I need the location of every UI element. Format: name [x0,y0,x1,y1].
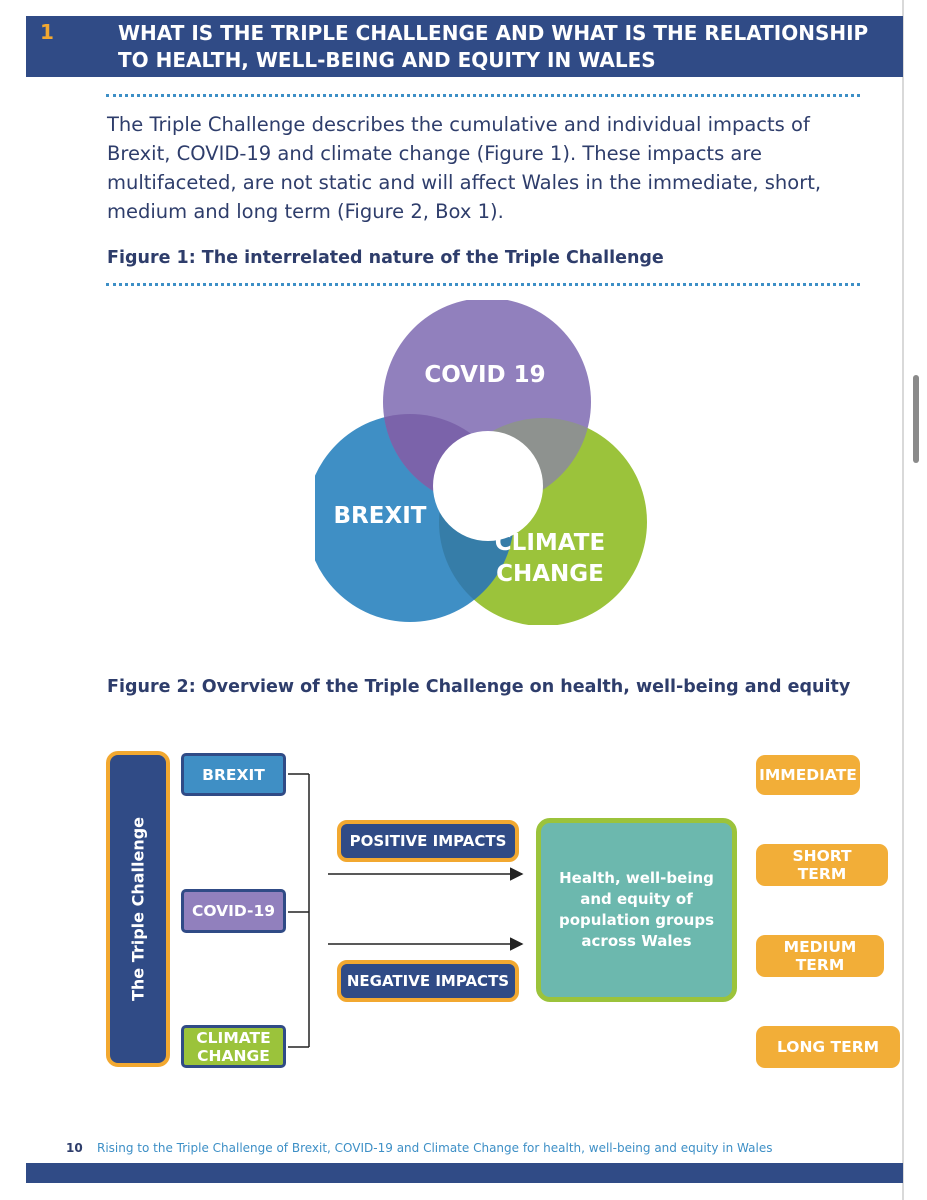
scrollbar-thumb[interactable] [913,375,919,463]
section-number: 1 [40,20,54,44]
term-immediate: IMMEDIATE [756,755,860,795]
footer-page-number: 10 [66,1141,83,1155]
venn-label-brexit: BREXIT [333,503,427,529]
positive-impacts-box: POSITIVE IMPACTS [337,820,519,862]
source-box-climate-change: CLIMATE CHANGE [181,1025,286,1068]
source-box-covid: COVID-19 [181,889,286,933]
triple-challenge-vertical-label: The Triple Challenge [128,816,148,1002]
section-title: WHAT IS THE TRIPLE CHALLENGE AND WHAT IS THE RELATIONSHIP TO HEALTH, WELL-BEING AND EQUITY IN WALES [118,21,869,72]
source-box-brexit: BREXIT [181,753,286,796]
dotted-divider [106,283,860,286]
figure1-caption: Figure 1: The interrelated nature of the Triple Challenge [107,248,664,268]
venn-label-covid: COVID 19 [424,362,546,388]
triple-challenge-vertical-box [106,751,170,1067]
figure1-venn-diagram [315,300,655,625]
term-medium: MEDIUM TERM [756,935,884,977]
dotted-divider [106,94,860,97]
negative-impacts-box: NEGATIVE IMPACTS [337,960,519,1002]
term-long: LONG TERM [756,1026,900,1068]
figure2-caption: Figure 2: Overview of the Triple Challenge on health, well-being and equity [107,677,851,697]
footer-band [26,1163,903,1183]
term-short: SHORT TERM [756,844,888,886]
venn-label-climate-change: CLIMATE CHANGE [494,530,606,587]
outcome-box: Health, well-being and equity of population groups across Wales [536,818,737,1002]
footer-title: Rising to the Triple Challenge of Brexit, COVID-19 and Climate Change for health, well-being and equity in Wales [97,1141,773,1155]
intro-paragraph: The Triple Challenge describes the cumulative and individual impacts of Brexit, COVID-19 and climate change (Figure 1). These impacts are multifaceted, are not static and will affect Wales in the immediate, short, medium and long term (Figure 2, Box 1). [107,113,822,223]
